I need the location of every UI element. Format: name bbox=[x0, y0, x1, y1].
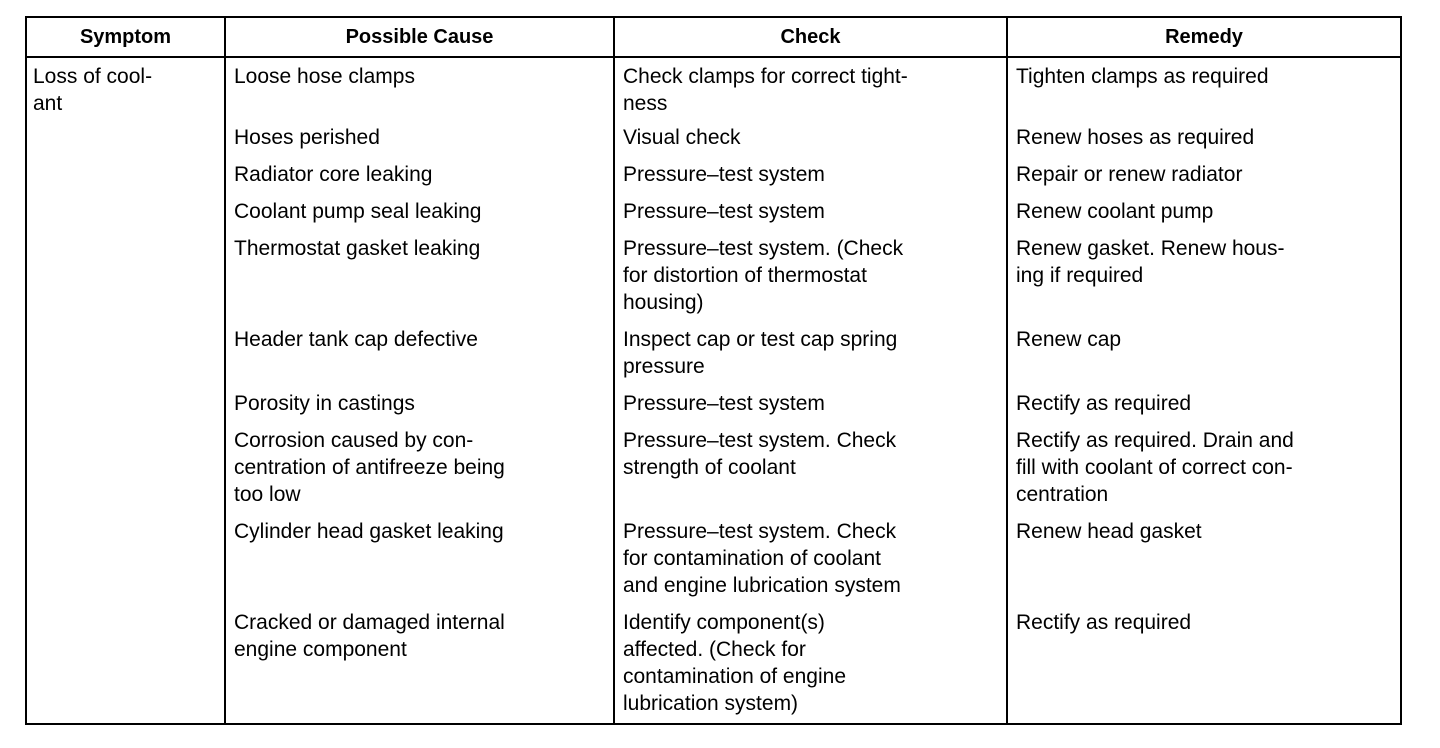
remedy-cell bbox=[1007, 57, 1401, 119]
remedy-cell bbox=[1007, 119, 1401, 156]
check-text: Pressure–test system bbox=[623, 163, 825, 186]
remedy-cell bbox=[1007, 193, 1401, 230]
possible-cause-text: Cylinder head gasket leaking bbox=[234, 520, 504, 543]
possible-cause-text: Loose hose clamps bbox=[234, 65, 415, 88]
possible-cause-text: Porosity in castings bbox=[234, 392, 415, 415]
table-row bbox=[26, 385, 1401, 422]
check-cell bbox=[614, 119, 1007, 156]
remedy-text: Renew coolant pump bbox=[1016, 200, 1214, 223]
remedy-text: Renew cap bbox=[1016, 328, 1122, 351]
remedy-cell bbox=[1007, 385, 1401, 422]
symptom-text: Loss of cool- ant bbox=[33, 65, 153, 115]
remedy-text: Renew head gasket bbox=[1016, 520, 1202, 543]
table-row bbox=[26, 193, 1401, 230]
possible-cause-cell bbox=[225, 604, 614, 724]
header-symptom: Symptom bbox=[26, 17, 225, 57]
remedy-text: Rectify as required. Drain and fill with coolant of correct con- centration bbox=[1016, 429, 1294, 506]
table-body bbox=[26, 57, 1401, 724]
remedy-cell bbox=[1007, 156, 1401, 193]
table-row bbox=[26, 119, 1401, 156]
possible-cause-text: Hoses perished bbox=[234, 126, 380, 149]
table-row bbox=[26, 321, 1401, 385]
check-cell bbox=[614, 321, 1007, 385]
check-cell bbox=[614, 156, 1007, 193]
remedy-text: Renew hoses as required bbox=[1016, 126, 1255, 149]
possible-cause-text: Thermostat gasket leaking bbox=[234, 237, 481, 260]
troubleshooting-table-page bbox=[25, 16, 1400, 722]
possible-cause-text: Coolant pump seal leaking bbox=[234, 200, 482, 223]
check-cell bbox=[614, 604, 1007, 724]
possible-cause-cell bbox=[225, 385, 614, 422]
possible-cause-cell bbox=[225, 230, 614, 321]
coolant-troubleshooting-table bbox=[25, 16, 1402, 725]
check-cell bbox=[614, 385, 1007, 422]
remedy-text: Renew gasket. Renew hous- ing if required bbox=[1016, 237, 1285, 287]
header-row bbox=[26, 17, 1401, 57]
possible-cause-cell bbox=[225, 422, 614, 513]
remedy-text: Rectify as required bbox=[1016, 392, 1192, 415]
remedy-cell bbox=[1007, 513, 1401, 604]
check-text: Check clamps for correct tight- ness bbox=[623, 65, 908, 115]
check-cell bbox=[614, 513, 1007, 604]
possible-cause-cell bbox=[225, 321, 614, 385]
check-text: Inspect cap or test cap spring pressure bbox=[623, 328, 898, 378]
header-possible-cause: Possible Cause bbox=[225, 17, 614, 57]
table-row bbox=[26, 230, 1401, 321]
check-text: Pressure–test system. Check for contamination of coolant and engine lubrication system bbox=[623, 520, 901, 597]
check-cell bbox=[614, 57, 1007, 119]
header-remedy: Remedy bbox=[1007, 17, 1401, 57]
remedy-text: Repair or renew radiator bbox=[1016, 163, 1243, 186]
possible-cause-cell bbox=[225, 156, 614, 193]
table-row bbox=[26, 57, 1401, 119]
remedy-cell bbox=[1007, 321, 1401, 385]
possible-cause-cell bbox=[225, 193, 614, 230]
table-row bbox=[26, 604, 1401, 724]
possible-cause-cell bbox=[225, 119, 614, 156]
remedy-cell bbox=[1007, 230, 1401, 321]
check-cell bbox=[614, 422, 1007, 513]
possible-cause-cell bbox=[225, 57, 614, 119]
check-text: Pressure–test system. (Check for distortion of thermostat housing) bbox=[623, 237, 904, 314]
check-text: Visual check bbox=[623, 126, 741, 149]
table-row bbox=[26, 513, 1401, 604]
possible-cause-text: Corrosion caused by con- centration of antifreeze being too low bbox=[234, 429, 505, 506]
check-cell bbox=[614, 230, 1007, 321]
check-text: Pressure–test system. Check strength of coolant bbox=[623, 429, 897, 479]
remedy-text: Rectify as required bbox=[1016, 611, 1192, 634]
remedy-cell bbox=[1007, 604, 1401, 724]
table-row bbox=[26, 156, 1401, 193]
remedy-text: Tighten clamps as required bbox=[1016, 65, 1269, 88]
possible-cause-cell bbox=[225, 513, 614, 604]
check-text: Pressure–test system bbox=[623, 392, 825, 415]
possible-cause-text: Header tank cap defective bbox=[234, 328, 478, 351]
symptom-cell bbox=[26, 57, 225, 724]
check-cell bbox=[614, 193, 1007, 230]
remedy-cell bbox=[1007, 422, 1401, 513]
check-text: Pressure–test system bbox=[623, 200, 825, 223]
check-text: Identify component(s) affected. (Check for contamination of engine lubrication system) bbox=[623, 611, 846, 715]
header-check: Check bbox=[614, 17, 1007, 57]
table-row bbox=[26, 422, 1401, 513]
possible-cause-text: Radiator core leaking bbox=[234, 163, 433, 186]
possible-cause-text: Cracked or damaged internal engine component bbox=[234, 611, 505, 661]
